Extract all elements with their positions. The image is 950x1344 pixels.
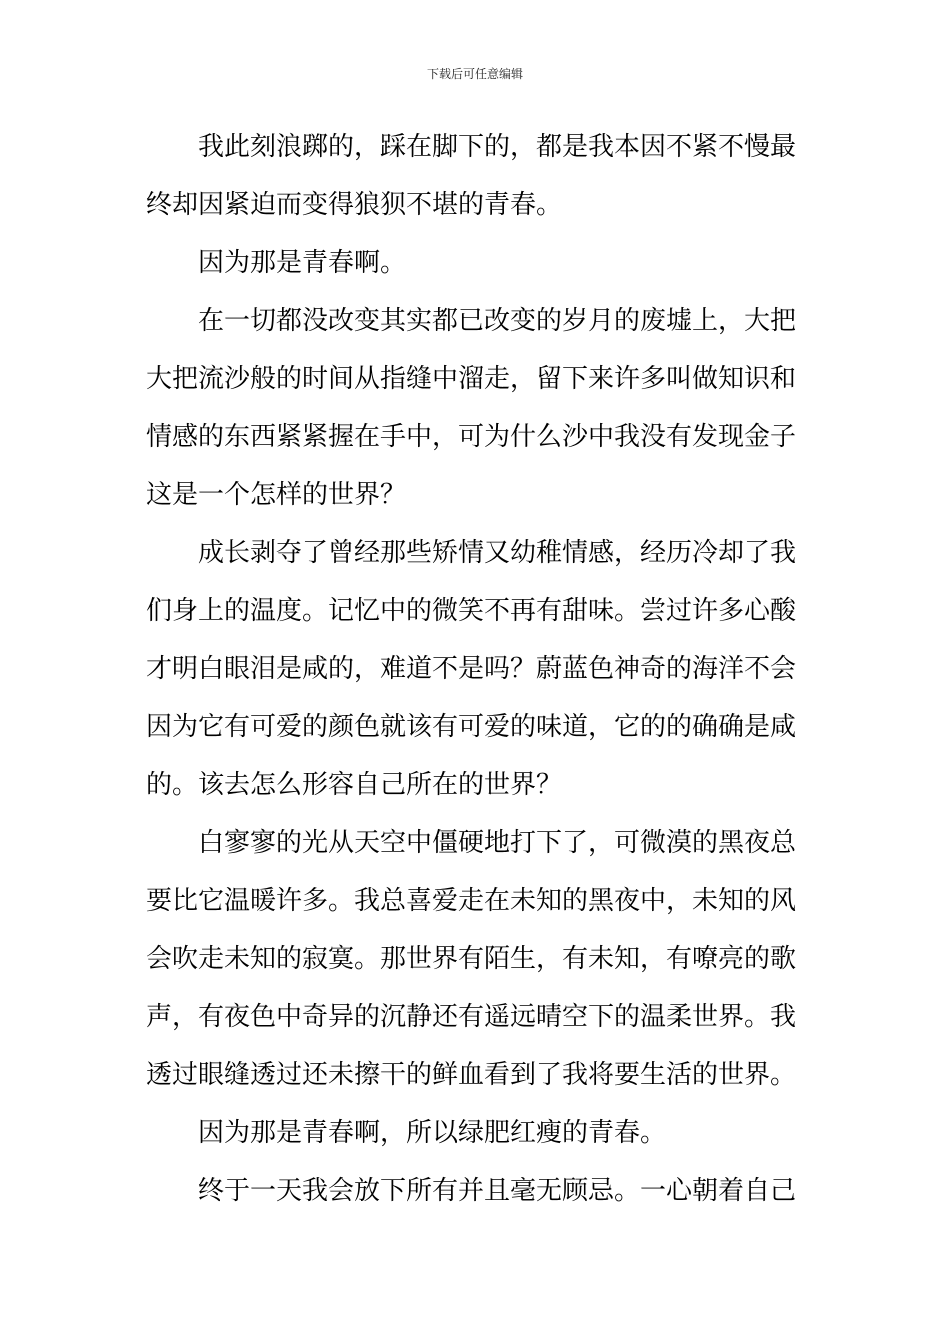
paragraph-line: 我此刻浪踯的，踩在脚下的，都是我本因不紧不慢最 xyxy=(198,132,797,162)
paragraph-line: 因为那是青春啊。 xyxy=(198,248,407,278)
paragraph-line: 这是一个怎样的世界？ xyxy=(146,480,407,510)
paragraph-line: 会吹走未知的寂寞。那世界有陌生，有未知，有嘹亮的歌 xyxy=(146,944,797,974)
paragraph-line: 大把流沙般的时间从指缝中溜走，留下来许多叫做知识和 xyxy=(146,364,797,394)
page-header: 下载后可任意编辑 xyxy=(426,67,523,81)
paragraph-line: 终于一天我会放下所有并且毫无顾忌。一心朝着自己 xyxy=(198,1176,797,1206)
paragraph-line: 情感的东西紧紧握在手中，可为什么沙中我没有发现金子 xyxy=(146,422,797,452)
paragraph-line: 透过眼缝透过还未擦干的鲜血看到了我将要生活的世界。 xyxy=(146,1060,797,1090)
paragraph-line: 要比它温暖许多。我总喜爱走在未知的黑夜中，未知的风 xyxy=(146,886,797,916)
paragraph-7 xyxy=(146,1162,810,1220)
paragraph-line: 白寥寥的光从天空中僵硬地打下了，可微漠的黑夜总 xyxy=(198,828,797,858)
paragraph-1 xyxy=(146,118,810,234)
paragraph-line: 终却因紧迫而变得狼狈不堪的青春。 xyxy=(146,190,563,220)
paragraph-line: 的。该去怎么形容自己所在的世界？ xyxy=(146,770,563,800)
document-body xyxy=(146,118,810,1220)
paragraph-5 xyxy=(146,814,810,1104)
paragraph-line: 因为它有可爱的颜色就该有可爱的味道，它的的确确是咸 xyxy=(146,712,797,742)
paragraph-line: 才明白眼泪是咸的，难道不是吗？蔚蓝色神奇的海洋不会 xyxy=(146,654,797,684)
paragraph-6 xyxy=(146,1104,810,1162)
paragraph-line: 成长剥夺了曾经那些矫情又幼稚情感，经历冷却了我 xyxy=(198,538,797,568)
paragraph-line: 声，有夜色中奇异的沉静还有遥远晴空下的温柔世界。我 xyxy=(146,1002,797,1032)
paragraph-2 xyxy=(146,234,810,292)
paragraph-4 xyxy=(146,524,810,814)
paragraph-3 xyxy=(146,292,810,524)
paragraph-line: 因为那是青春啊，所以绿肥红瘦的青春。 xyxy=(198,1118,667,1148)
paragraph-line: 在一切都没改变其实都已改变的岁月的废墟上，大把 xyxy=(198,306,797,336)
paragraph-line: 们身上的温度。记忆中的微笑不再有甜味。尝过许多心酸 xyxy=(146,596,797,626)
